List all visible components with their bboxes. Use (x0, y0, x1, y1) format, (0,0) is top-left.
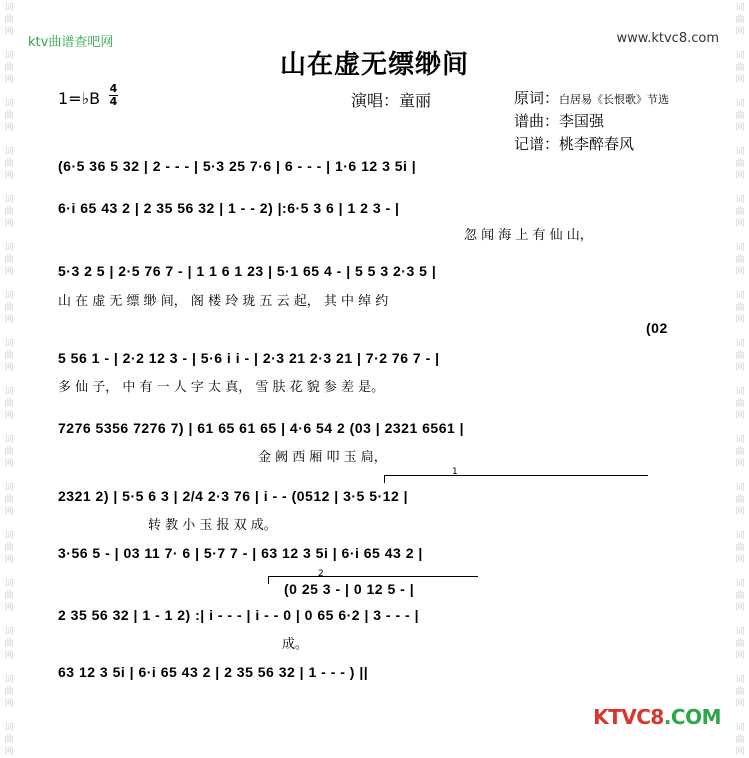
side-watermark-text: 词曲网 (4, 195, 14, 229)
side-watermark-text: 词曲网 (4, 291, 14, 325)
side-watermark-text: 词曲网 (735, 579, 745, 613)
logo-part-1: KTVC8 (593, 705, 664, 729)
lyric-line-8: 成。 (282, 637, 309, 652)
lyricist-credit (514, 87, 669, 108)
side-watermark-text: 词曲网 (735, 531, 745, 565)
side-watermark-text: 词曲网 (735, 483, 745, 517)
site-url-right[interactable]: www.ktvc8.com (616, 31, 719, 46)
singer-credit: 演唱：童丽 (351, 91, 432, 110)
side-watermark-text: 词曲网 (4, 435, 14, 469)
side-watermark-text: 词曲网 (4, 147, 14, 181)
side-watermark-text: 词曲网 (4, 51, 14, 85)
meter-top: 4 (109, 82, 118, 95)
volta-1-tick (384, 475, 385, 483)
score-line-4: 5 56 1 - | 2·2 12 3 - | 5·6 i i - | 2·3 21 2·3 21 | 7·2 76 7 - | (58, 350, 440, 366)
score-pickup: (02 (646, 320, 668, 336)
side-watermark-left (2, 2, 16, 758)
score-line-6: 2321 2) | 5·5 6 3 | 2/4 2·3 76 | i - - (0512 | 3·5 5·12 | (58, 488, 409, 504)
lyric-line-2: 忽 闻 海 上 有 仙 山， (464, 228, 593, 243)
side-watermark-text: 词曲网 (4, 627, 14, 661)
side-watermark-text: 词曲网 (4, 579, 14, 613)
side-watermark-text: 词曲网 (4, 675, 14, 709)
logo-part-2: .COM (663, 705, 721, 729)
lyricist-label: 原词： (514, 89, 560, 107)
ktvc8-logo[interactable] (593, 705, 721, 729)
side-watermark-text: 词曲网 (735, 675, 745, 709)
lyric-line-5: 金 阙 西 厢 叩 玉 扃， (258, 450, 387, 465)
side-watermark-text: 词曲网 (4, 531, 14, 565)
side-watermark-text: 词曲网 (735, 291, 745, 325)
volta-2-line (268, 576, 478, 577)
side-watermark-text: 词曲网 (4, 723, 14, 757)
side-watermark-text: 词曲网 (735, 51, 745, 85)
score-line-9: 63 12 3 5i | 6·i 65 43 2 | 2 35 56 32 | 1 - - - ) || (58, 664, 369, 680)
lyric-line-4: 多 仙 子， 中 有 一 人 字 太 真， 雪 肤 花 貌 参 差 是。 (58, 380, 385, 395)
score-line-5: 7276 5356 7276 7) | 61 65 61 65 | 4·6 54 2 (03 | 2321 6561 | (58, 420, 465, 436)
score-volta-2-line: (0 25 3 - | 0 12 5 - | (284, 581, 415, 597)
side-watermark-text: 词曲网 (735, 435, 745, 469)
score-line-7: 3·56 5 - | 03 11 7· 6 | 5·7 7 - | 63 12 3 5i | 6·i 65 43 2 | (58, 545, 423, 561)
volta-2-tick (268, 576, 269, 584)
volta-1-number: 1 (452, 467, 458, 477)
time-signature (109, 84, 118, 107)
side-watermark-text: 词曲网 (735, 243, 745, 277)
side-watermark-text: 词曲网 (4, 3, 14, 37)
score-line-2: 6·i 65 43 2 | 2 35 56 32 | 1 - - 2) |:6·5 3 6 | 1 2 3 - | (58, 200, 400, 216)
site-name-left[interactable]: ktv曲谱查吧网 (28, 35, 114, 50)
side-watermark-right (733, 2, 747, 758)
lyricist-value: 白居易《长恨歌》节选 (559, 93, 670, 106)
composer-credit: 谱曲：李国强 (514, 112, 605, 130)
side-watermark-text: 词曲网 (735, 339, 745, 373)
score-line-1: (6·5 36 5 32 | 2 - - - | 5·3 25 7·6 | 6 - - - | 1·6 12 3 5i | (58, 158, 417, 174)
side-watermark-text: 词曲网 (4, 339, 14, 373)
side-watermark-text: 词曲网 (735, 3, 745, 37)
volta-2-number: 2 (318, 569, 324, 579)
score-line-3: 5·3 2 5 | 2·5 76 7 - | 1 1 6 1 23 | 5·1 65 4 - | 5 5 3 2·3 5 | (58, 263, 437, 279)
key-signature: 1=♭B (58, 89, 101, 108)
side-watermark-text: 词曲网 (4, 243, 14, 277)
side-watermark-text: 词曲网 (735, 99, 745, 133)
side-watermark-text: 词曲网 (735, 627, 745, 661)
meter-bottom: 4 (109, 95, 118, 108)
lyric-line-6: 转 教 小 玉 报 双 成。 (148, 518, 277, 533)
side-watermark-text: 词曲网 (735, 723, 745, 757)
side-watermark-text: 词曲网 (4, 99, 14, 133)
side-watermark-text: 词曲网 (4, 483, 14, 517)
score-line-8: 2 35 56 32 | 1 - 1 2) :| i - - - | i - - 0 | 0 65 6·2 | 3 - - - | (58, 607, 420, 623)
side-watermark-text: 词曲网 (735, 195, 745, 229)
lyric-line-3: 山 在 虚 无 缥 缈 间， 阁 楼 玲 珑 五 云 起， 其 中 绰 约 (58, 294, 389, 309)
volta-1-line (384, 475, 648, 476)
side-watermark-text: 词曲网 (735, 147, 745, 181)
side-watermark-text: 词曲网 (4, 387, 14, 421)
transcriber-credit: 记谱：桃李醉春风 (514, 135, 635, 153)
side-watermark-text: 词曲网 (735, 387, 745, 421)
song-title: 山在虚无缥缈间 (279, 50, 469, 80)
